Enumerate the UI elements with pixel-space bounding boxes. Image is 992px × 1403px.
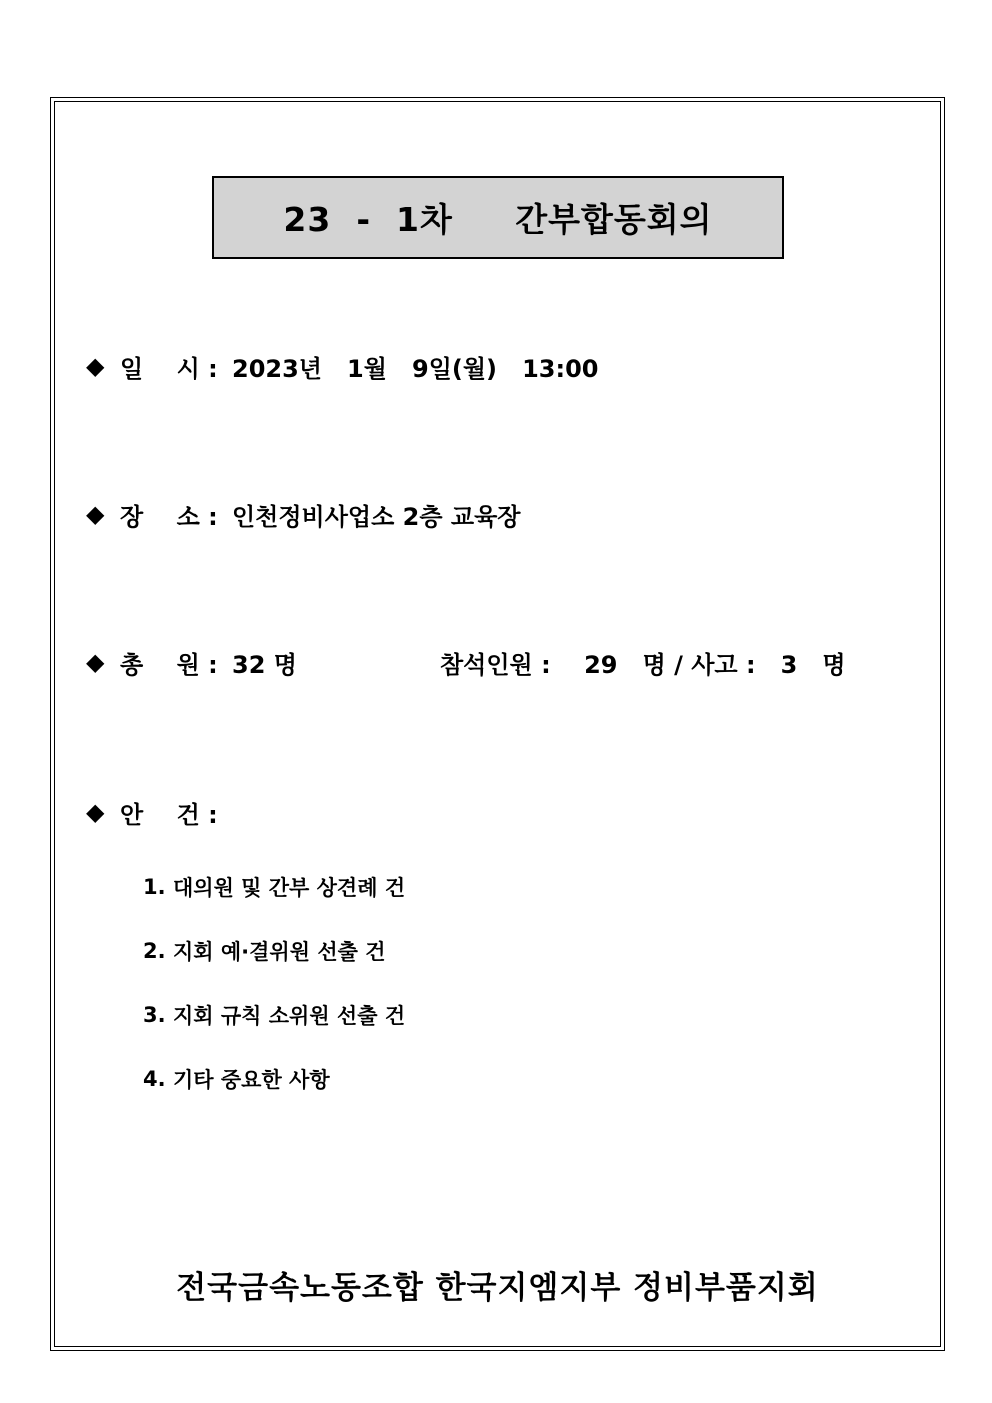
agenda-item: [143, 936, 385, 966]
attendance-value: 참석인원 : 29 명 / 사고 : 3 명: [440, 650, 846, 679]
document-inner-border: [54, 101, 941, 1347]
agenda-item-text: 지회 규칙 소위원 선출 건: [173, 1004, 406, 1028]
members-value: 32 명: [232, 650, 297, 679]
members-label: 총 원 :: [120, 650, 218, 679]
agenda-item: [143, 1064, 330, 1094]
organization-name: 전국금속노동조합 한국지엠지부 정비부품지회: [176, 1270, 819, 1306]
date-label: 일 시 :: [120, 354, 218, 383]
meeting-title: 23 - 1차 간부합동회의: [212, 176, 784, 259]
diamond-bullet-icon: ◆: [86, 798, 105, 826]
diamond-bullet-icon: ◆: [86, 648, 105, 676]
agenda-item-text: 기타 중요한 사항: [173, 1068, 330, 1092]
place-row: [86, 496, 520, 532]
agenda-item-number: 3.: [143, 1003, 166, 1027]
agenda-item-text: 지회 예·결위원 선출 건: [173, 940, 386, 964]
date-value: 2023년 1월 9일(월) 13:00: [232, 354, 599, 383]
members-row: [86, 644, 297, 680]
diamond-bullet-icon: ◆: [86, 352, 105, 380]
agenda-item-text: 대의원 및 간부 상견례 건: [173, 876, 406, 900]
agenda-item: [143, 872, 405, 902]
agenda-item-number: 4.: [143, 1067, 166, 1091]
agenda-item-number: 1.: [143, 875, 166, 899]
document-border: [50, 97, 945, 1351]
agenda-item: [143, 1000, 405, 1030]
agenda-row: [86, 794, 232, 830]
agenda-label: 안 건 :: [120, 800, 218, 829]
agenda-item-number: 2.: [143, 939, 166, 963]
place-label: 장 소 :: [120, 502, 218, 531]
place-value: 인천정비사업소 2층 교육장: [232, 502, 521, 531]
date-row: [86, 348, 598, 384]
diamond-bullet-icon: ◆: [86, 500, 105, 528]
